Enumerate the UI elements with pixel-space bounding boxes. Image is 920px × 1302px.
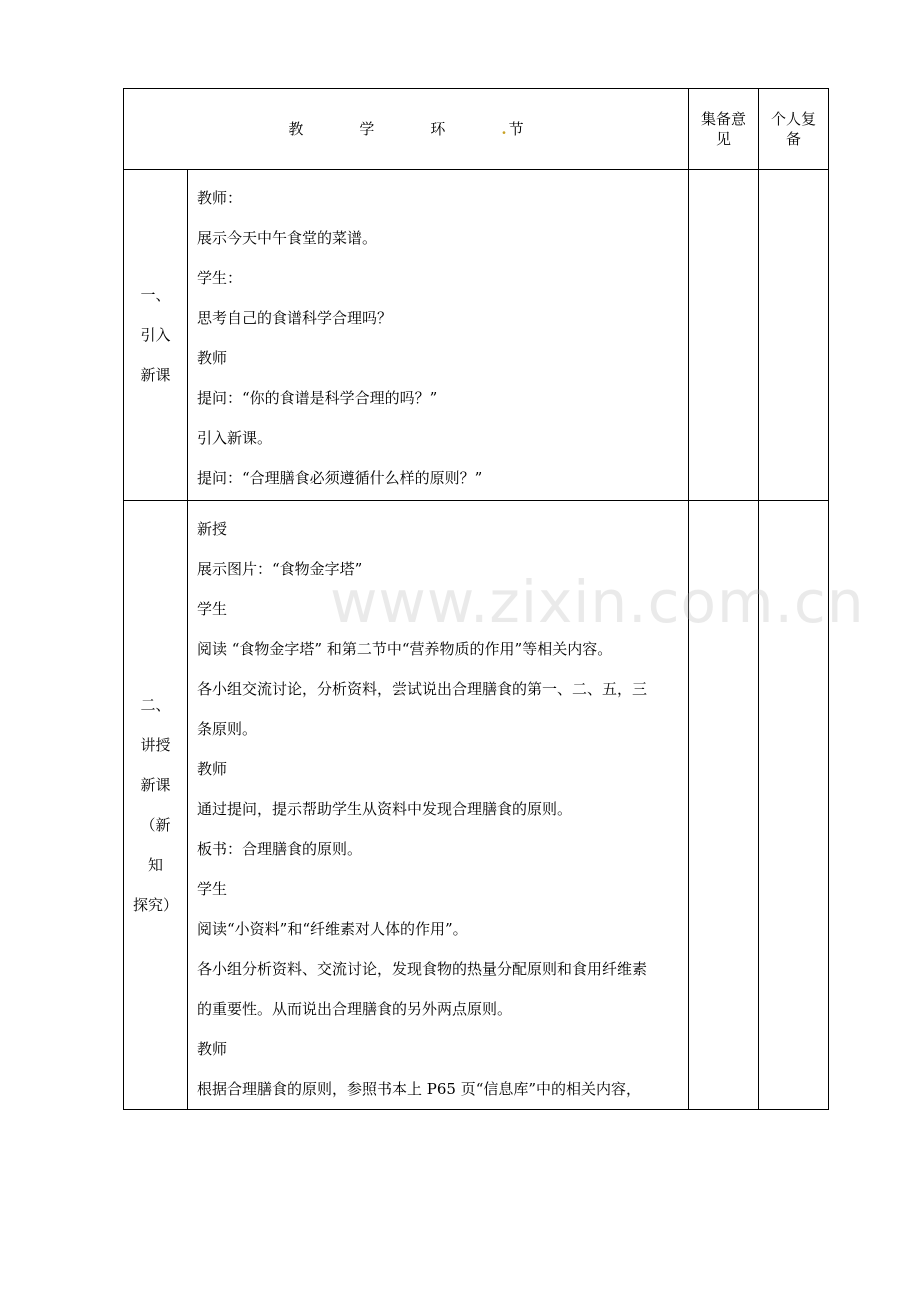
content-line: 学生 <box>197 880 228 898</box>
title-char: 环 <box>430 120 446 138</box>
stage-line: （新 <box>140 816 171 834</box>
lesson-plan-table <box>123 88 829 1110</box>
content-line: 新授 <box>197 520 228 538</box>
personal-prep-label: 个人复备 <box>771 110 817 148</box>
collective-prep-cell <box>689 170 759 501</box>
content-line: 引入新课。 <box>197 429 273 447</box>
stage-line: 新课 <box>140 366 171 384</box>
content-line: 教师： <box>197 189 243 207</box>
content-line: 提问：“合理膳食必须遵循什么样的原则？” <box>197 469 483 487</box>
watermark: www.zixin.com.cn <box>330 568 865 636</box>
content-line: 教师 <box>197 760 228 778</box>
stage-content <box>188 170 689 501</box>
stage-line: 新课 <box>140 776 171 794</box>
content-line: 思考自己的食谱科学合理吗？ <box>197 309 393 327</box>
stage-line: 引入 <box>140 326 171 344</box>
stage-line: 讲授 <box>140 736 171 754</box>
title-char: 教 <box>288 120 304 138</box>
section-row <box>124 501 829 1110</box>
content-line: 阅读 “食物金字塔” 和第二节中“营养物质的作用”等相关内容。 <box>197 640 613 658</box>
content-line: 展示图片：“食物金字塔” <box>197 560 363 578</box>
content-line: 教师 <box>197 1040 228 1058</box>
stage-line: 知 <box>147 856 163 874</box>
content-line: 展示今天中午食堂的菜谱。 <box>197 229 378 247</box>
content-line: 根据合理膳食的原则，参照书本上 P65 页“信息库”中的相关内容， <box>197 1080 642 1098</box>
content-line: 学生 <box>197 600 228 618</box>
stage-label <box>124 170 188 501</box>
stage-line: 一、 <box>140 286 171 304</box>
stage-label <box>124 501 188 1110</box>
title-char: . 节 <box>501 120 524 138</box>
personal-prep-cell <box>759 170 829 501</box>
section-row <box>124 170 829 501</box>
content-line: 教师 <box>197 349 228 367</box>
collective-prep-cell <box>689 501 759 1110</box>
teaching-steps-title <box>124 119 688 139</box>
content-line: 学生： <box>197 269 243 287</box>
stage-content <box>188 501 689 1110</box>
stage-line: 二、 <box>140 696 171 714</box>
header-collective-prep <box>689 89 759 170</box>
table-header-row <box>124 89 829 170</box>
content-line: 通过提问，提示帮助学生从资料中发现合理膳食的原则。 <box>197 800 573 818</box>
content-line: 的重要性。从而说出合理膳食的另外两点原则。 <box>197 1000 513 1018</box>
header-personal-prep <box>759 89 829 170</box>
content-line: 各小组交流讨论，分析资料，尝试说出合理膳食的第一、二、五，三 <box>197 680 648 698</box>
content-line: 提问：“你的食谱是科学合理的吗？” <box>197 389 438 407</box>
stage-line: 探究） <box>132 896 178 914</box>
title-char: 学 <box>359 120 375 138</box>
content-line: 各小组分析资料、交流讨论，发现食物的热量分配原则和食用纤维素 <box>197 960 648 978</box>
content-line: 条原则。 <box>197 720 258 738</box>
header-teaching-steps <box>124 89 689 170</box>
collective-prep-label: 集备意见 <box>701 110 747 148</box>
content-line: 阅读“小资料”和“纤维素对人体的作用”。 <box>197 920 468 938</box>
content-line: 板书：合理膳食的原则。 <box>197 840 363 858</box>
personal-prep-cell <box>759 501 829 1110</box>
